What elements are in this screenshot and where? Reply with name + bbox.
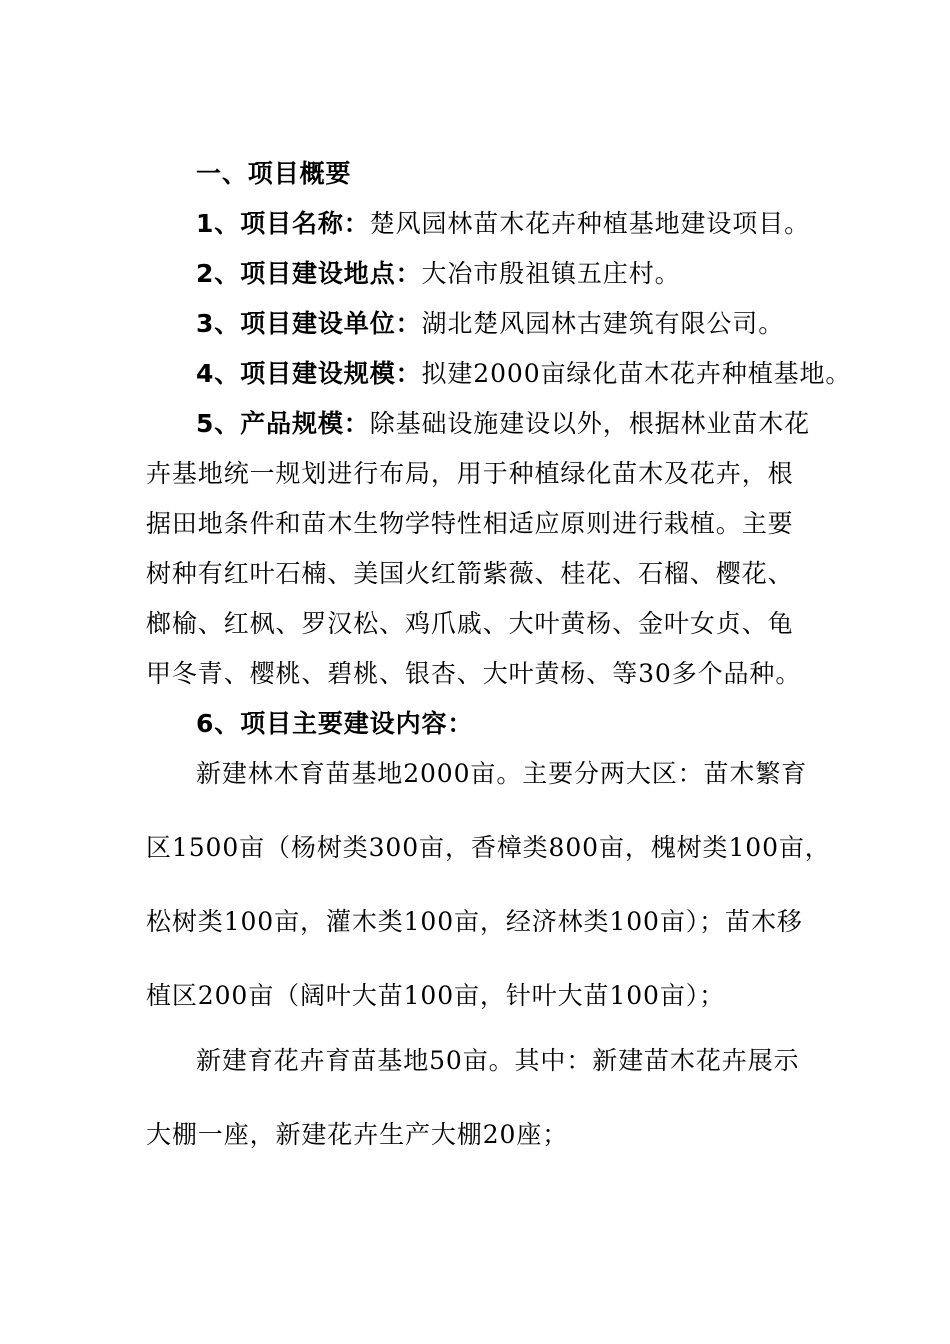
item-label: 4、项目建设规模： — [196, 359, 422, 388]
item-label: 3、项目建设单位： — [196, 309, 422, 338]
item-product-scale — [196, 409, 810, 439]
paragraph-line: 植区200亩（阔叶大苗100亩，针叶大苗100亩）； — [146, 981, 726, 1010]
paragraph-line: 据田地条件和苗木生物学特性相适应原则进行栽植。主要 — [146, 509, 794, 538]
item-project-name — [196, 209, 810, 239]
item-label: 2、项目建设地点： — [196, 259, 422, 288]
item-text: 湖北楚风园林古建筑有限公司。 — [421, 309, 785, 338]
item-project-location — [196, 259, 681, 289]
paragraph-line: 区1500亩（杨树类300亩，香樟类800亩，槐树类100亩， — [146, 833, 831, 862]
item-project-scale — [196, 359, 851, 389]
item-text: 除基础设施建设以外，根据林业苗木花 — [369, 409, 811, 438]
paragraph-line: 榔榆、红枫、罗汉松、鸡爪戚、大叶黄杨、金叶女贞、龟 — [146, 609, 794, 638]
paragraph-line: 松树类100亩，灌木类100亩，经济林类100亩）；苗木移 — [146, 907, 803, 936]
item-label: 5、产品规模： — [196, 409, 370, 438]
content-heading: 6、项目主要建设内容： — [196, 709, 474, 738]
item-text: 大冶市殷祖镇五庄村。 — [421, 259, 681, 288]
paragraph-line: 新建育花卉育苗基地50亩。其中：新建苗木花卉展示 — [196, 1046, 800, 1075]
paragraph-line: 卉基地统一规划进行布局，用于种植绿化苗木及花卉，根 — [146, 459, 794, 488]
section-heading: 一、项目概要 — [196, 159, 352, 188]
item-text: 楚风园林苗木花卉种植基地建设项目。 — [369, 209, 811, 238]
paragraph-line: 树种有红叶石楠、美国火红箭紫薇、桂花、石榴、樱花、 — [146, 559, 794, 588]
paragraph-line: 新建林木育苗基地2000亩。主要分两大区：苗木繁育 — [196, 759, 808, 788]
paragraph-line: 甲冬青、樱桃、碧桃、银杏、大叶黄杨、等30多个品种。 — [146, 659, 802, 688]
item-project-unit — [196, 309, 784, 339]
item-text: 拟建2000亩绿化苗木花卉种植基地。 — [421, 359, 852, 388]
item-label: 1、项目名称： — [196, 209, 370, 238]
paragraph-line: 大棚一座，新建花卉生产大棚20座； — [146, 1120, 569, 1149]
